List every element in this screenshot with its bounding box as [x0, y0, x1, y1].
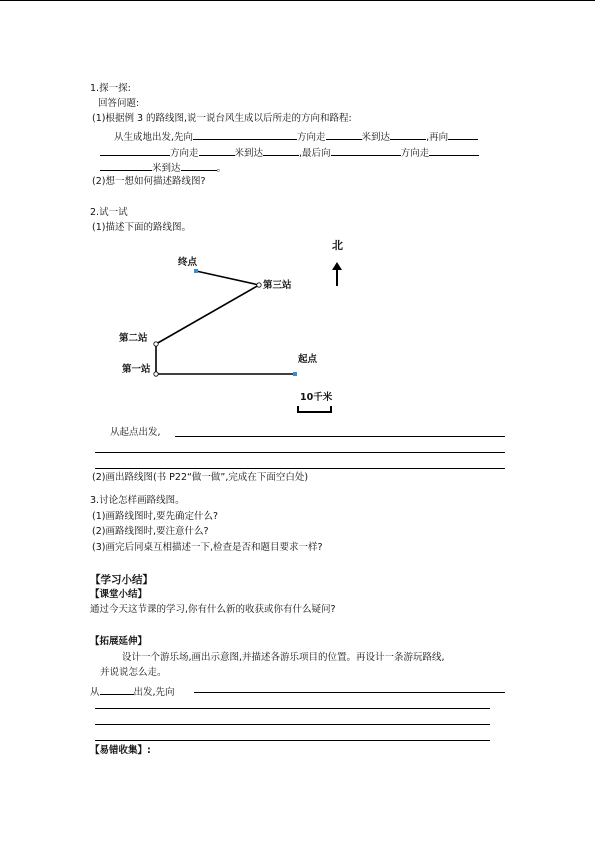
north-arrow-icon	[332, 262, 342, 270]
text-walk-3: 方向走	[400, 148, 430, 159]
north-label: 北	[332, 239, 343, 252]
text-from-origin: 从生成地出发,先向	[114, 132, 194, 143]
label-station2: 第二站	[119, 333, 148, 344]
text-arrive-3: 米到达	[152, 163, 181, 174]
text-then: ,再向	[426, 132, 449, 143]
route-segment-station3-to-station2	[156, 285, 259, 344]
answer-line-1[interactable]	[175, 436, 505, 437]
describe-from-start: 从起点出发,	[110, 427, 161, 438]
extend-line-4[interactable]	[95, 740, 490, 741]
extend-line-3[interactable]	[95, 724, 490, 725]
label-start: 起点	[298, 354, 318, 365]
summary-text: 通过今天这节课的学习,你有什么新的收获或你有什么疑问?	[90, 604, 336, 615]
text-period: 。	[216, 163, 227, 174]
station3-marker	[257, 283, 261, 287]
section-2-question-2: (2)画出路线图(书 P22“做一做”,完成在下面空白处)	[92, 472, 309, 483]
extend-line-2[interactable]	[95, 708, 490, 709]
text-from: 从	[90, 687, 100, 698]
blank-start-place[interactable]	[100, 684, 134, 695]
extend-heading: 【拓展延伸】	[90, 636, 148, 647]
end-point-marker	[194, 269, 198, 273]
label-station3: 第三站	[263, 280, 292, 291]
extend-text-1: 设计一个游乐场,画出示意图,并描述各游乐项目的位置。再设计一条游玩路线,	[122, 652, 445, 663]
section-2-heading: 2.试一试	[90, 207, 128, 218]
label-station1: 第一站	[122, 364, 151, 375]
extend-line-1[interactable]	[194, 692, 505, 693]
answer-line-2[interactable]	[95, 452, 505, 453]
station2-marker	[154, 342, 158, 346]
text-arrive-2: 米到达	[234, 148, 264, 159]
section-1-heading: 1.探一探:	[90, 83, 131, 94]
extend-text-2: 并说说怎么走。	[100, 667, 167, 678]
extend-answer-line	[90, 684, 175, 699]
label-end: 终点	[178, 257, 198, 268]
summary-heading: 【学习小结】	[90, 574, 153, 586]
summary-subheading: 【课堂小结】	[90, 589, 148, 600]
section-3-item-3: (3)画完后同桌互相描述一下,检查是否和题目要求一样?	[92, 542, 323, 553]
text-finally: ,最后向	[299, 148, 331, 159]
text-arrive: 米到达	[361, 132, 391, 143]
text-walk-2: 方向走	[170, 148, 199, 159]
station1-marker	[154, 372, 158, 376]
section-1-question-1: (1)根据例 3 的路线图,说一说台风生成以后所走的方向和路程:	[92, 113, 352, 124]
section-3-item-2: (2)画路线图时,要注意什么?	[92, 526, 209, 537]
section-1-prompt: 回答问题:	[98, 98, 140, 109]
text-walk: 方向走	[297, 132, 326, 143]
scale-label: 10千米	[300, 392, 333, 403]
answer-line-3[interactable]	[95, 468, 505, 469]
section-3-heading: 3.讨论怎样画路线图。	[90, 495, 185, 506]
section-1-question-2: (2)想一想如何描述路线图?	[92, 176, 206, 187]
route-segment-end-to-station3	[196, 271, 259, 285]
text-depart: 出发,先向	[133, 687, 175, 698]
start-point-marker	[293, 372, 297, 376]
errors-heading: 【易错收集】:	[90, 745, 151, 756]
section-3-item-1: (1)画路线图时,要先确定什么?	[92, 511, 219, 522]
section-2-question-1: (1)描述下面的路线图。	[92, 222, 191, 233]
